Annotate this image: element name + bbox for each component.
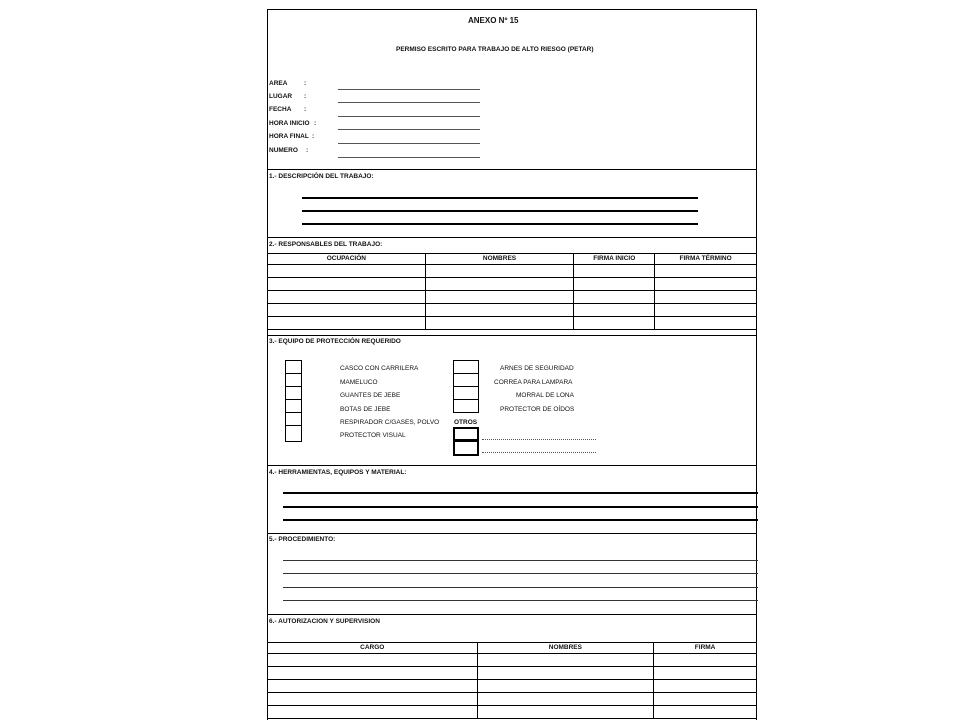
- table-cell[interactable]: [574, 304, 655, 317]
- tools-line[interactable]: [283, 492, 758, 494]
- table-cell[interactable]: [654, 667, 757, 680]
- table-cell[interactable]: [574, 317, 655, 330]
- field-sep: :: [304, 80, 307, 87]
- table-cell[interactable]: [477, 667, 654, 680]
- table-cell[interactable]: [654, 706, 757, 719]
- table-cell[interactable]: [477, 680, 654, 693]
- table-cell[interactable]: [425, 278, 574, 291]
- field-label-fecha: FECHA: [269, 106, 292, 113]
- table-cell[interactable]: [425, 304, 574, 317]
- table-cell[interactable]: [268, 317, 426, 330]
- table-row[interactable]: [268, 654, 757, 667]
- table-row[interactable]: [268, 317, 757, 330]
- table-cell[interactable]: [425, 317, 574, 330]
- table-row[interactable]: [268, 265, 757, 278]
- section-4-title: 4.- HERRAMIENTAS, EQUIPOS Y MATERIAL:: [269, 469, 407, 476]
- field-label-hora-final: HORA FINAL: [269, 133, 309, 140]
- col-header: NOMBRES: [477, 643, 654, 654]
- col-header: FIRMA TÉRMINO: [655, 254, 757, 265]
- epp-label: BOTAS DE JEBE: [340, 406, 391, 413]
- procedure-line[interactable]: [283, 573, 758, 574]
- epp-label: RESPIRADOR C/GASES, POLVO: [340, 419, 440, 426]
- form-title: PERMISO ESCRITO PARA TRABAJO DE ALTO RIESGO (PETAR): [396, 46, 594, 53]
- checkbox[interactable]: [453, 399, 479, 413]
- field-sep: :: [306, 147, 309, 154]
- hora-inicio-field[interactable]: [338, 129, 480, 130]
- description-line[interactable]: [302, 197, 698, 199]
- field-sep: :: [314, 120, 317, 127]
- col-header: FIRMA: [654, 643, 757, 654]
- procedure-line[interactable]: [283, 560, 758, 561]
- table-cell[interactable]: [655, 265, 757, 278]
- table-cell[interactable]: [477, 654, 654, 667]
- checkbox[interactable]: [285, 399, 302, 413]
- table-cell[interactable]: [574, 291, 655, 304]
- tools-line[interactable]: [283, 506, 758, 508]
- checkbox[interactable]: [285, 412, 302, 426]
- checkbox[interactable]: [285, 360, 302, 374]
- checkbox[interactable]: [453, 373, 479, 387]
- lugar-field[interactable]: [338, 102, 480, 103]
- table-cell[interactable]: [268, 706, 478, 719]
- field-sep: :: [304, 93, 307, 100]
- form-page: [267, 9, 757, 720]
- procedure-line[interactable]: [283, 600, 758, 601]
- table-cell[interactable]: [268, 680, 478, 693]
- section-divider: [268, 614, 756, 615]
- autorizacion-table: [267, 642, 757, 719]
- checkbox[interactable]: [285, 425, 302, 442]
- table-cell[interactable]: [268, 265, 426, 278]
- area-field[interactable]: [338, 89, 480, 90]
- field-label-lugar: LUGAR: [269, 93, 293, 100]
- table-cell[interactable]: [477, 693, 654, 706]
- tools-line[interactable]: [283, 519, 758, 521]
- table-cell[interactable]: [655, 278, 757, 291]
- col-header: NOMBRES: [425, 254, 574, 265]
- section-5-title: 5.- PROCEDIMIENTO:: [269, 536, 336, 543]
- description-line[interactable]: [302, 210, 698, 212]
- field-sep: :: [304, 106, 307, 113]
- field-label-area: AREA: [269, 80, 288, 87]
- table-cell[interactable]: [268, 278, 426, 291]
- table-cell[interactable]: [268, 693, 478, 706]
- field-sep: :: [312, 133, 315, 140]
- epp-label: PROTECTOR DE OÍDOS: [500, 406, 575, 413]
- table-row[interactable]: [268, 291, 757, 304]
- col-header: FIRMA INICIO: [574, 254, 655, 265]
- field-label-hora-inicio: HORA INICIO: [269, 120, 310, 127]
- table-cell[interactable]: [477, 706, 654, 719]
- field-label-numero: NUMERO: [269, 147, 298, 154]
- epp-label: ARNES DE SEGURIDAD: [500, 365, 574, 372]
- table-cell[interactable]: [655, 317, 757, 330]
- col-header: OCUPACIÓN: [268, 254, 426, 265]
- checkbox[interactable]: [285, 386, 302, 400]
- table-row[interactable]: [268, 680, 757, 693]
- table-header-row: [268, 254, 757, 265]
- table-cell[interactable]: [654, 680, 757, 693]
- checkbox[interactable]: [453, 386, 479, 400]
- section-1-title: 1.- DESCRIPCIÓN DEL TRABAJO:: [269, 173, 374, 180]
- table-row[interactable]: [268, 706, 757, 719]
- table-cell[interactable]: [425, 265, 574, 278]
- epp-label: CASCO CON CARRILERA: [340, 365, 419, 372]
- table-row[interactable]: [268, 667, 757, 680]
- table-cell[interactable]: [654, 654, 757, 667]
- section-2-title: 2.- RESPONSABLES DEL TRABAJO:: [269, 241, 383, 248]
- table-row[interactable]: [268, 278, 757, 291]
- section-divider: [268, 335, 756, 336]
- section-3-title: 3.- EQUIPO DE PROTECCIÓN REQUERIDO: [269, 338, 401, 345]
- table-cell[interactable]: [574, 278, 655, 291]
- hora-final-field[interactable]: [338, 143, 480, 144]
- section-divider: [268, 465, 756, 466]
- description-line[interactable]: [302, 223, 698, 225]
- fecha-field[interactable]: [338, 116, 480, 117]
- epp-label: PROTECTOR VISUAL: [340, 432, 406, 439]
- table-cell[interactable]: [268, 667, 478, 680]
- col-header: CARGO: [268, 643, 478, 654]
- table-cell[interactable]: [268, 654, 478, 667]
- epp-label: GUANTES DE JEBE: [340, 392, 401, 399]
- section-6-title: 6.- AUTORIZACION Y SUPERVISION: [269, 618, 380, 625]
- checkbox[interactable]: [453, 360, 479, 374]
- section-divider: [268, 533, 756, 534]
- checkbox-otros[interactable]: [453, 440, 479, 456]
- table-row[interactable]: [268, 693, 757, 706]
- checkbox-otros[interactable]: [453, 427, 479, 441]
- table-cell[interactable]: [268, 304, 426, 317]
- table-cell[interactable]: [654, 693, 757, 706]
- epp-label: MAMELUCO: [340, 379, 378, 386]
- otros-label: OTROS: [454, 419, 478, 426]
- table-cell[interactable]: [574, 265, 655, 278]
- table-cell[interactable]: [425, 291, 574, 304]
- table-header-row: [268, 643, 757, 654]
- section-divider: [268, 237, 756, 238]
- epp-label: CORREA PARA LAMPARA: [494, 379, 573, 386]
- responsables-table: [267, 253, 757, 330]
- table-row[interactable]: [268, 304, 757, 317]
- otros-line[interactable]: [482, 439, 596, 440]
- numero-field[interactable]: [338, 157, 480, 158]
- table-cell[interactable]: [655, 304, 757, 317]
- annex-title: ANEXO Nº 15: [468, 16, 519, 25]
- procedure-line[interactable]: [283, 587, 758, 588]
- checkbox[interactable]: [285, 373, 302, 387]
- epp-label: MORRAL DE LONA: [516, 392, 574, 399]
- table-cell[interactable]: [268, 291, 426, 304]
- table-cell[interactable]: [655, 291, 757, 304]
- otros-line[interactable]: [482, 452, 596, 453]
- section-divider: [268, 169, 756, 170]
